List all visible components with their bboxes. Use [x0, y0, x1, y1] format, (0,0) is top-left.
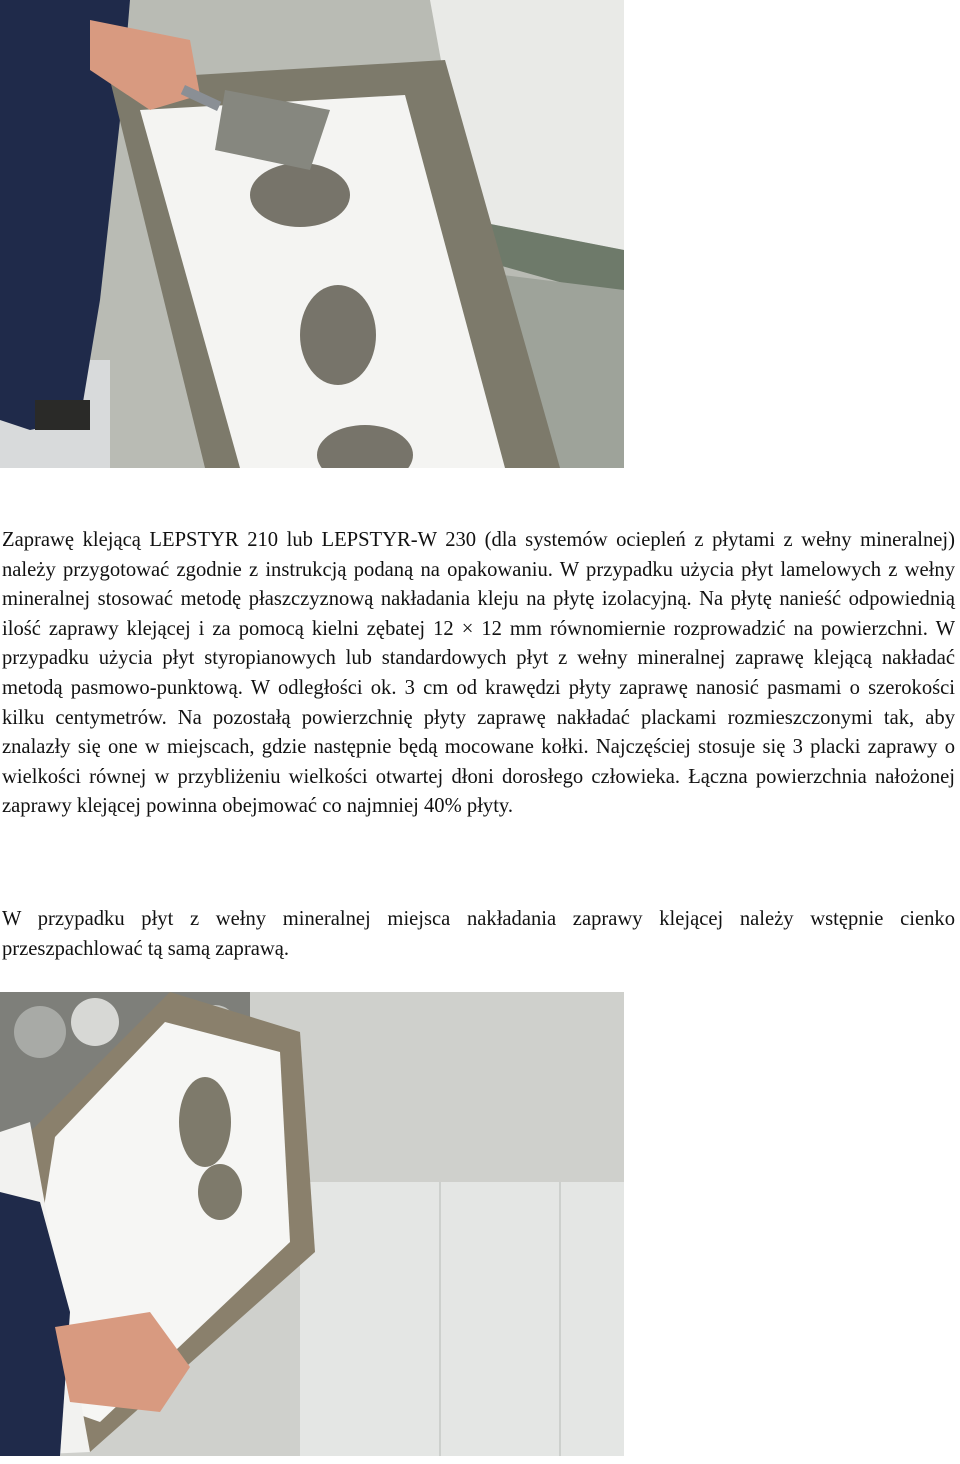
photo-applying-adhesive [0, 0, 624, 468]
photo-placing-board [0, 992, 624, 1456]
instruction-paragraph-2: W przypadku płyt z wełny mineralnej miejsca nakładania zaprawy klejącej należy wstępnie cienko przeszpachlować tą samą zaprawą. [2, 908, 955, 960]
instruction-paragraph-1: Zaprawę klejącą LEPSTYR 210 lub LEPSTYR-W 230 (dla systemów ociepleń z płytami z wełny mineralnej) należy przygotować zgodnie z instrukcją podaną na opakowaniu. W przypadku użycia płyt lamelowych z wełny mineralnej stosować metodę płaszczyznową nakładania kleju na płytę izolacyjną. Na płytę nanieść odpowiednią ilość zaprawy klejącej i za pomocą kielni zębatej 12 × 12 mm równomiernie rozprowadzić na powierzchni. W przypadku użycia płyt styropianowych lub standardowych płyt z wełny mineralnej zaprawę klejącą nakładać metodą pasmowo-punktową. W odległości ok. 3 cm od krawędzi płyty zaprawę nanosić pasmami o szerokości kilku centymetrów. Na pozostałą powierzchnię płyty zaprawę nakładać plackami rozmieszczonymi tak, aby znalazły się one w miejscach, gdzie następnie będą mocowane kołki. Najczęściej stosuje się 3 placki zaprawy o wielkości równej w przybliżeniu wielkości otwartej dłoni dorosłego człowieka. Łączna powierzchnia nałożonej zaprawy klejącej powinna obejmować co najmniej 40% płyty. [2, 529, 955, 818]
